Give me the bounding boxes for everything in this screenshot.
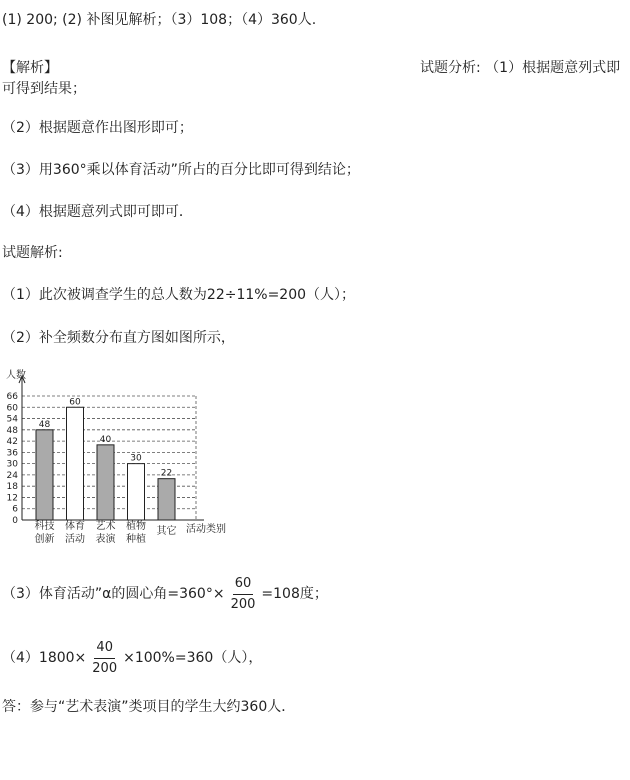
- analysis-intro: 试题分析: （1）根据题意列式即: [420, 60, 621, 76]
- y-tick-label: 12: [6, 493, 18, 504]
- step-4-fraction: [90, 638, 119, 679]
- x-tick-label: 种植: [126, 534, 146, 545]
- analysis-header: 【解析】: [2, 60, 58, 76]
- bar-value-label: 22: [160, 468, 173, 479]
- bar-value-label: 60: [69, 397, 81, 408]
- step-3-numerator: 60: [233, 574, 254, 595]
- bar-value-label: 48: [38, 419, 51, 430]
- solution-step-2: （2）补全频数分布直方图如图所示，: [2, 330, 235, 346]
- solution-step-4: [2, 636, 262, 680]
- step-4-numerator: 40: [94, 638, 115, 659]
- analysis-step-2: （2）根据题意作出图形即可；: [2, 120, 193, 136]
- x-tick-label: 科技: [34, 521, 55, 532]
- y-tick-label: 18: [6, 482, 18, 493]
- solution-header: 试题解析:: [2, 245, 63, 261]
- y-tick-label: 30: [6, 459, 18, 470]
- x-tick-label: 体育: [65, 521, 85, 532]
- y-tick-label: 24: [6, 470, 18, 481]
- solution-step-3: [2, 572, 328, 616]
- step-3-fraction: [229, 574, 258, 615]
- y-tick-label: 6: [12, 504, 18, 515]
- x-tick-label: 艺术: [95, 521, 116, 532]
- y-axis-title: 人数: [6, 370, 26, 381]
- step-4-prefix: （4）1800×: [2, 650, 87, 666]
- histogram-chart: [0, 368, 250, 550]
- y-tick-label: 60: [6, 403, 18, 414]
- bar-value-label: 30: [130, 453, 142, 464]
- step-3-prefix: （3）体育活动”α的圆心角=360°×: [2, 586, 225, 602]
- x-tick-label: 其它: [156, 526, 177, 537]
- y-tick-label: 0: [12, 516, 18, 526]
- step-3-suffix: =108度；: [261, 586, 328, 602]
- bar: [36, 430, 53, 520]
- solution-step-1: （1）此次被调查学生的总人数为22÷11%=200（人）；: [2, 287, 356, 303]
- y-tick-label: 54: [6, 414, 18, 425]
- x-axis-title: 活动类别: [186, 524, 226, 535]
- step-4-suffix: ×100%=360（人），: [123, 650, 263, 666]
- y-tick-label: 42: [6, 437, 18, 448]
- y-tick-label: 48: [6, 425, 18, 436]
- x-tick-label: 植物: [126, 521, 146, 532]
- bar: [67, 407, 84, 520]
- bar: [128, 464, 145, 520]
- bar: [158, 479, 175, 520]
- analysis-step-3: （3）用360°乘以体育活动”所占的百分比即可得到结论；: [2, 162, 360, 178]
- bar-value-label: 40: [99, 434, 112, 445]
- step-4-denominator: 200: [92, 660, 118, 676]
- bar: [97, 445, 114, 520]
- analysis-step-4: （4）根据题意列式即可即可．: [2, 204, 193, 220]
- y-tick-label: 36: [6, 448, 18, 459]
- x-tick-label: 活动: [65, 534, 85, 545]
- y-tick-label: 66: [6, 392, 18, 402]
- answer-line: (1) 200; (2) 补图见解析；（3）108；（4）360人.: [2, 12, 317, 28]
- analysis-intro-cont: 可得到结果；: [2, 81, 86, 97]
- conclusion: 答：参与“艺术表演”类项目的学生大约360人．: [2, 699, 296, 715]
- x-tick-label: 表演: [95, 534, 116, 545]
- step-3-denominator: 200: [230, 596, 256, 612]
- x-tick-label: 创新: [34, 534, 55, 545]
